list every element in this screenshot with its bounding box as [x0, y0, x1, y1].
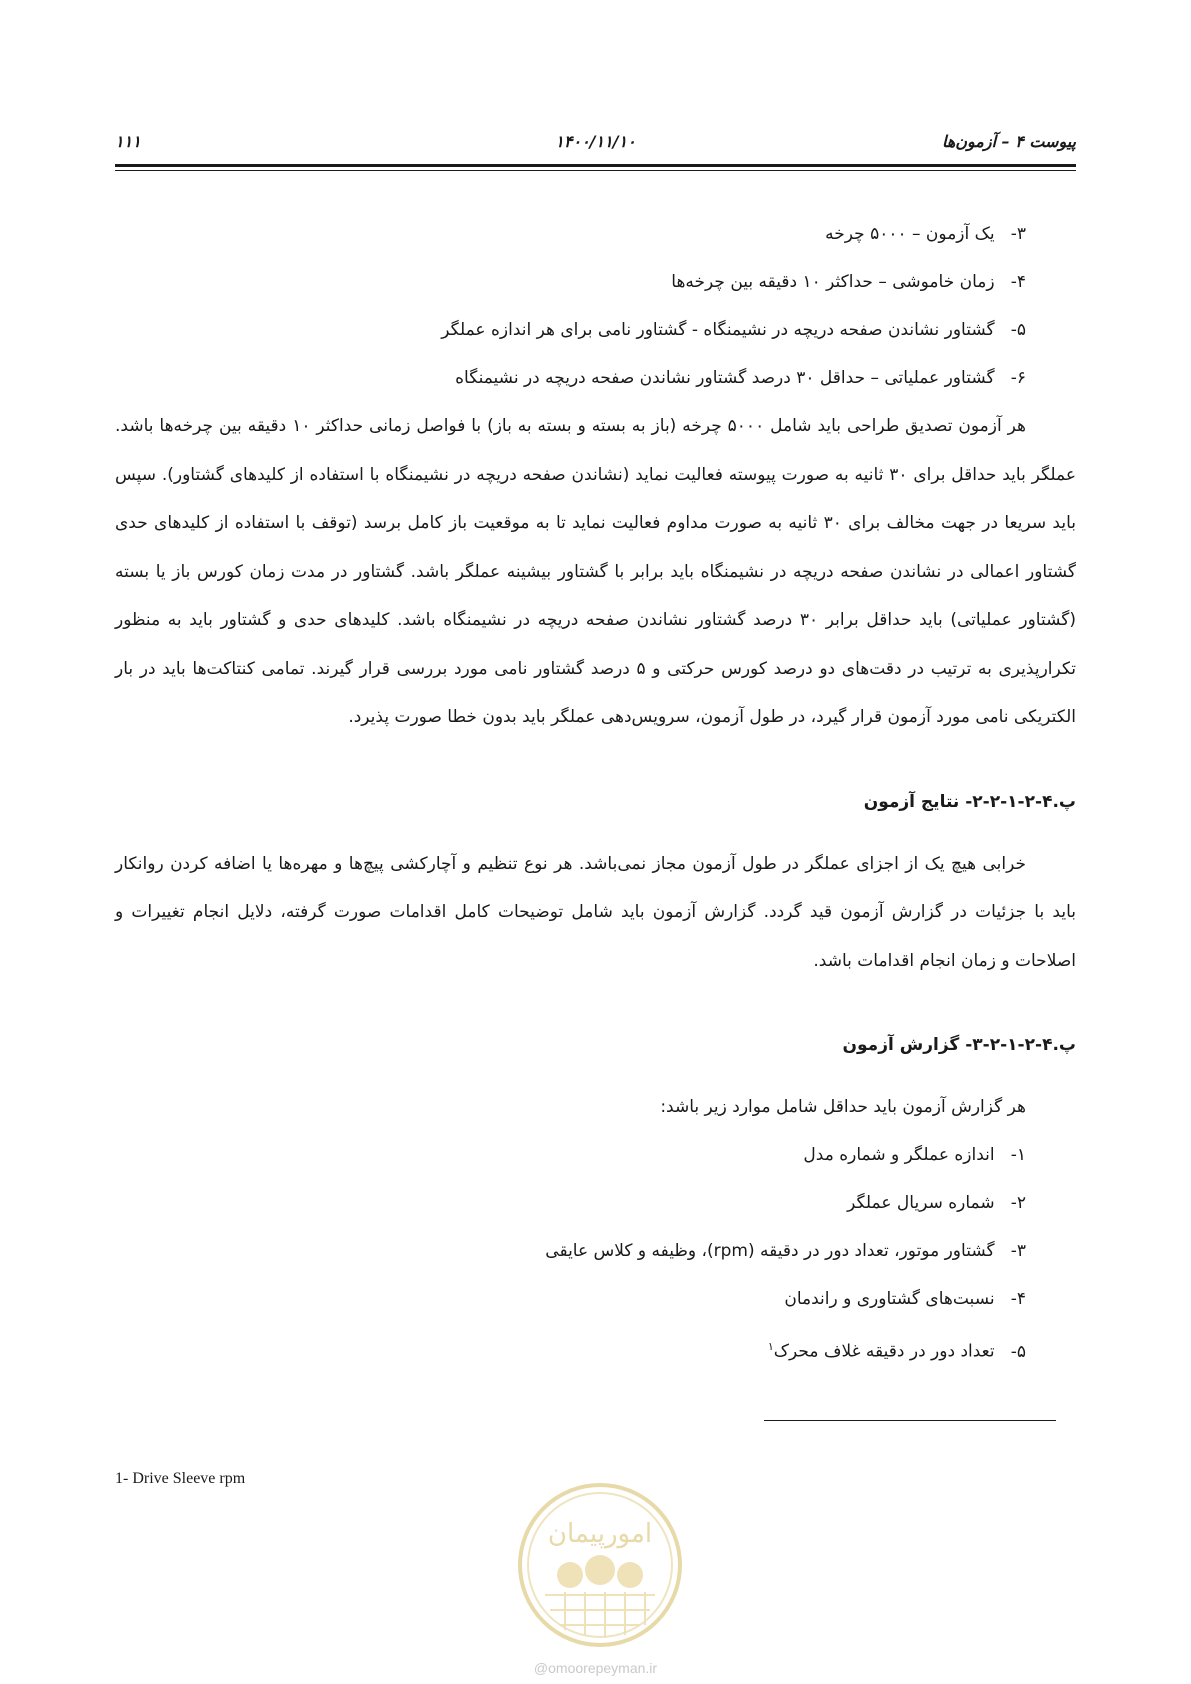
report-intro: هر گزارش آزمون باید حداقل شامل موارد زیر باشد:	[660, 1097, 1026, 1117]
header-rule-thin	[115, 170, 1076, 171]
list-item	[115, 1227, 1026, 1275]
list-item-number: ۳-	[1010, 1241, 1026, 1261]
body-paragraph: هر آزمون تصدیق طراحی باید شامل ۵۰۰۰ چرخه (باز به بسته و بسته به باز) با فواصل زمانی حداکثر ۱۰ دقیقه بین چرخه‌ها باشد. عملگر باید حداقل برای ۳۰ ثانیه به صورت پیوسته فعالیت نماید (نشاندن صفحه دریچه در نشیمنگاه با استفاده از کلیدهای گشتاور). سپس باید سریعا در جهت مخالف برای ۳۰ ثانیه به صورت مداوم فعالیت نماید تا به موقعیت باز کامل برسد (توقف با استفاده از کلیدهای حدی گشتاور اعمالی در نشاندن صفحه دریچه در نشیمنگاه باید برابر با گشتاور بیشینه عملگر باشد. گشتاور در مدت زمان کورس باز یا بسته (گشتاور عملیاتی) باید حداقل برابر ۳۰ درصد گشتاور نشاندن صفحه دریچه در نشیمنگاه باشد. کلیدهای حدی و گشتاور باید به منظور تکرارپذیری به ترتیب در دقت‌های دو درصد کورس حرکتی و ۵ درصد گشتاور نامی مورد بررسی قرار گیرند. تمامی کنتاکت‌ها باید در بار الکتریکی نامی مورد آزمون قرار گیرد، در طول آزمون، سرویس‌دهی عملگر باید بدون خطا صورت پذیرد.	[115, 416, 1077, 727]
list-item-number: ۵-	[1010, 1341, 1026, 1362]
footnote-rule	[764, 1420, 1056, 1421]
list-item-text: گشتاور موتور، تعداد دور در دقیقه (rpm)، وظیفه و کلاس عایقی	[545, 1241, 995, 1261]
list-item	[115, 1275, 1026, 1323]
list-item-text: تعداد دور در دقیقه غلاف محرک	[773, 1341, 995, 1362]
list-item-number: ۴-	[1010, 1289, 1026, 1309]
list-item-number: ۴-	[1010, 272, 1026, 292]
body-paragraph: خرابی هیچ یک از اجزای عملگر در طول آزمون مجاز نمی‌باشد. هر نوع تنظیم و آچارکشی پیچ‌ها و مهره‌ها یا اضافه کردن روانکار باید با جزئیات در گزارش آزمون قید گردد. گزارش آزمون باید شامل توضیحات کامل اقدامات صورت گرفته، دلایل انجام تغییرات و اصلاحات و زمان انجام اقدامات باشد.	[115, 853, 1076, 971]
watermark: @omoorepeyman.ir	[533, 1660, 658, 1676]
list-item-text: شماره سریال عملگر	[847, 1193, 995, 1213]
list-item-text: اندازه عملگر و شماره مدل	[803, 1145, 995, 1165]
header-rule-thick	[115, 164, 1076, 167]
page-number: ۱۱۱	[115, 132, 141, 151]
list-item-text: زمان خاموشی – حداکثر ۱۰ دقیقه بین چرخه‌ها	[671, 272, 995, 292]
list-item	[115, 354, 1026, 402]
list-item	[115, 1323, 1026, 1371]
list-item	[115, 1179, 1026, 1227]
section-heading: پ.۴-۲-۱-۲-۲- نتایج آزمون	[863, 791, 1076, 812]
list-item	[115, 258, 1026, 306]
list-item-number: ۶-	[1010, 368, 1026, 388]
list-item-number: ۱-	[1010, 1145, 1026, 1165]
page-content	[115, 210, 1076, 1371]
page-header	[115, 132, 1076, 158]
footnote-marker: ۱	[767, 1340, 774, 1353]
section-heading: پ.۴-۲-۱-۲-۳- گزارش آزمون	[842, 1035, 1076, 1055]
list-item-text: نسبت‌های گشتاوری و راندمان	[784, 1289, 995, 1309]
top-list	[115, 210, 1076, 402]
list-item-number: ۵-	[1010, 320, 1026, 340]
stamp-logo	[515, 1480, 685, 1650]
footnote: 1- Drive Sleeve rpm	[115, 1470, 246, 1487]
stamp-text: امورپیمان	[547, 1519, 653, 1549]
list-item-number: ۳-	[1010, 224, 1026, 244]
list-item-text: یک آزمون – ۵۰۰۰ چرخه	[825, 224, 995, 244]
header-date: ۱۴۰۰/۱۱/۱۰	[555, 132, 636, 151]
list-item	[115, 210, 1026, 258]
list-item	[115, 1131, 1026, 1179]
list-item-text: گشتاور نشاندن صفحه دریچه در نشیمنگاه - گشتاور نامی برای هر اندازه عملگر	[441, 320, 995, 340]
list-item-number: ۲-	[1010, 1193, 1026, 1213]
list-item-text: گشتاور عملیاتی – حداقل ۳۰ درصد گشتاور نشاندن صفحه دریچه در نشیمنگاه	[455, 368, 995, 388]
list-item	[115, 306, 1026, 354]
report-list	[115, 1131, 1076, 1371]
header-title: پیوست ۴ – آزمون‌ها	[941, 132, 1076, 151]
